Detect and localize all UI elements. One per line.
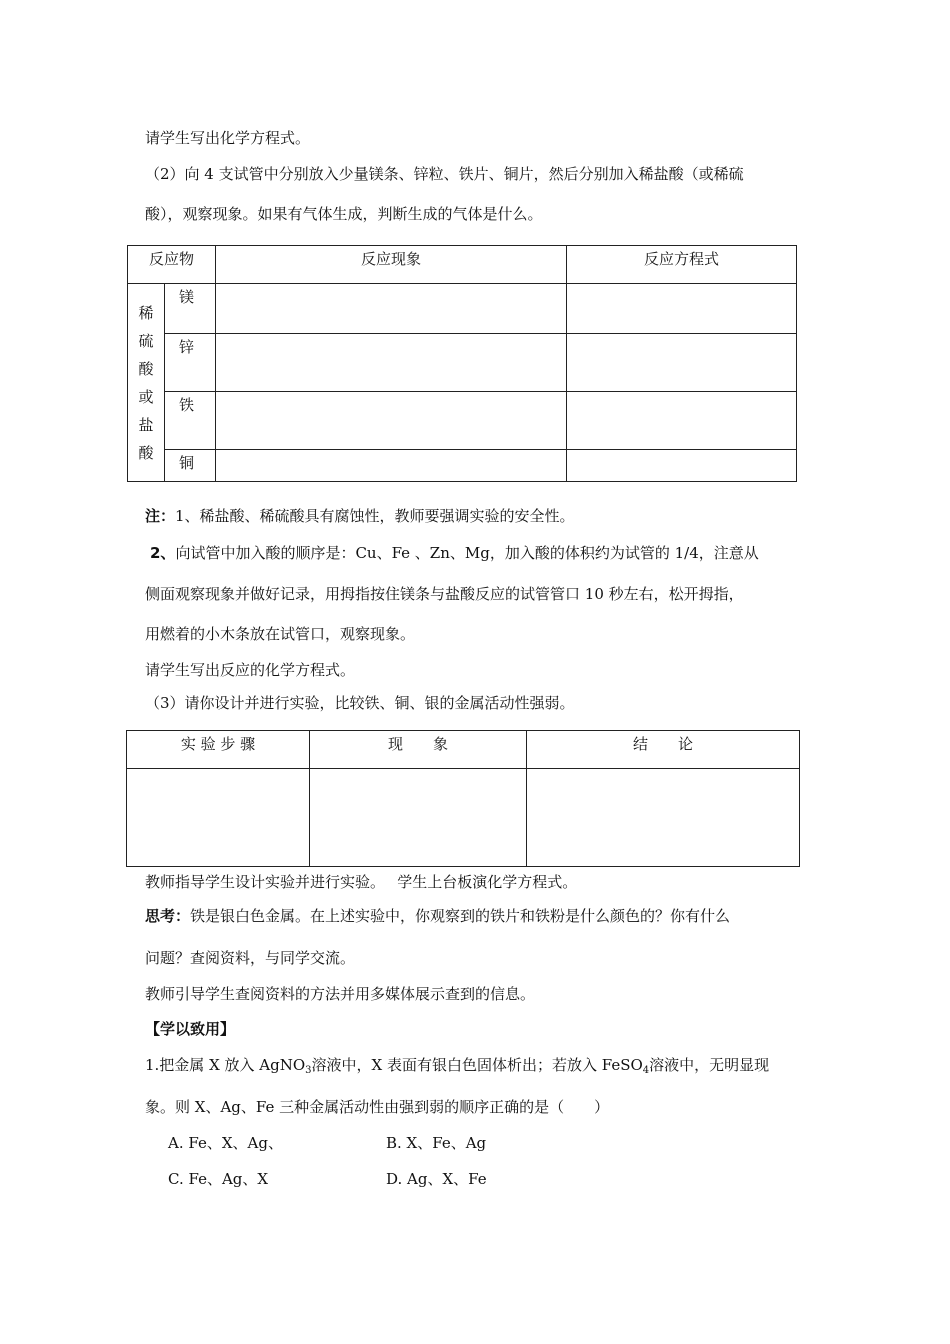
header-steps: 实 验 步 骤 <box>127 731 310 769</box>
phenomenon-cell <box>216 284 567 334</box>
experiment-table <box>126 730 800 867</box>
reaction-table <box>127 245 797 482</box>
metal-cell: 铜 <box>165 450 216 482</box>
text-line: 酸），观察现象。如果有气体生成，判断生成的气体是什么。 <box>145 205 543 223</box>
option-d: D. Ag、X、Fe <box>386 1170 487 1188</box>
equation-cell <box>567 334 797 392</box>
note-line: （3）请你设计并进行实验，比较铁、铜、银的金属活动性强弱。 <box>145 694 575 712</box>
section-heading: 【学以致用】 <box>145 1020 236 1038</box>
metal-cell: 锌 <box>165 334 216 392</box>
phenomenon-cell <box>310 769 527 867</box>
text-line: （2）向 4 支试管中分别放入少量镁条、锌粒、铁片、铜片，然后分别加入稀盐酸（或稀硫 <box>145 165 744 183</box>
metal-cell: 镁 <box>165 284 216 334</box>
note-line: 用燃着的小木条放在试管口，观察现象。 <box>145 625 416 643</box>
phenomenon-cell <box>216 450 567 482</box>
equation-cell <box>567 284 797 334</box>
note-line: 请学生写出反应的化学方程式。 <box>145 661 356 679</box>
steps-cell <box>127 769 310 867</box>
header-phenomenon: 反应现象 <box>216 246 567 284</box>
note-line: 侧面观察现象并做好记录，用拇指按住镁条与盐酸反应的试管管口 10 秒左右，松开拇指， <box>145 585 744 603</box>
text-line: 教师指导学生设计实验并进行实验。 学生上台板演化学方程式。 <box>145 873 578 891</box>
question-line: 1.把金属 X 放入 AgNO$_3$溶液中，X 表面有银白色固体析出；若放入 FeSO$_4$溶液中，无明显现 <box>145 1056 770 1076</box>
equation-cell <box>567 392 797 450</box>
phenomenon-cell <box>216 334 567 392</box>
header-conclusion: 结 论 <box>527 731 800 769</box>
text-line: 问题？查阅资料，与同学交流。 <box>145 949 356 967</box>
note-line: 注：1、稀盐酸、稀硫酸具有腐蚀性，教师要强调实验的安全性。 <box>145 507 575 525</box>
equation-cell <box>567 450 797 482</box>
phenomenon-cell <box>216 392 567 450</box>
question-line: 象。则 X、Ag、Fe 三种金属活动性由强到弱的顺序正确的是（ ） <box>145 1098 610 1116</box>
text-line: 教师引导学生查阅资料的方法并用多媒体展示查到的信息。 <box>145 985 536 1003</box>
reactant-acid-cell: 稀 硫 酸 或 盐 酸 <box>128 284 165 482</box>
text-line: 请学生写出化学方程式。 <box>145 129 311 147</box>
header-reactant: 反应物 <box>128 246 216 284</box>
header-equation: 反应方程式 <box>567 246 797 284</box>
think-line: 思考：铁是银白色金属。在上述实验中，你观察到的铁片和铁粉是什么颜色的？你有什么 <box>145 907 731 925</box>
option-c: C. Fe、Ag、X <box>168 1170 269 1188</box>
option-b: B. X、Fe、Ag <box>386 1134 487 1152</box>
metal-cell: 铁 <box>165 392 216 450</box>
conclusion-cell <box>527 769 800 867</box>
note-line: 2、向试管中加入酸的顺序是：Cu、Fe 、Zn、Mg，加入酸的体积约为试管的 1/4，注意从 <box>150 544 759 562</box>
header-phenomenon: 现 象 <box>310 731 527 769</box>
option-a: A. Fe、X、Ag、 <box>168 1134 283 1152</box>
